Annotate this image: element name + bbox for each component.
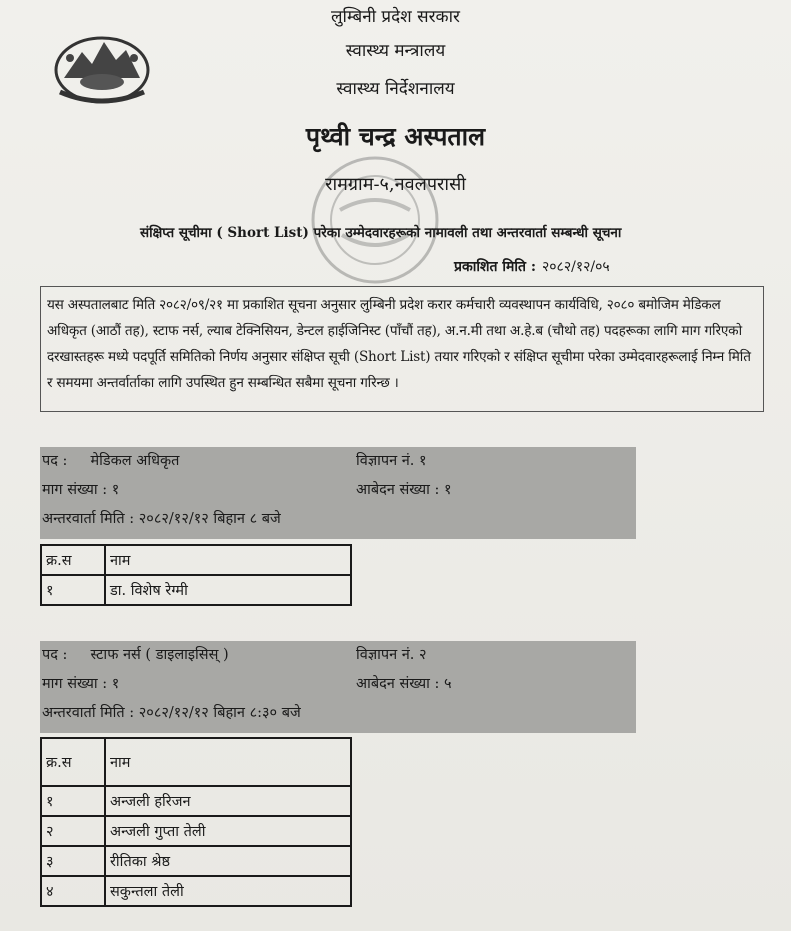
name-cell: डा. विशेष रेग्मी (105, 575, 351, 605)
name-cell: सकुन्तला तेली (105, 876, 351, 906)
notice-body: यस अस्पतालबाट मिति २०८२/०९/२१ मा प्रकाशित सूचना अनुसार लुम्बिनी प्रदेश करार कर्मचारी व्यवस्थापन कार्यविधि, २०८० बमोजिम मेडिकल अधिकृत (आठौं तह), स्टाफ नर्स, ल्याब टेक्निसियन, डेन्टल हाईजिनिस्ट (पाँचौं तह), अ.न.मी तथा अ.हे.ब (चौथो तह) पदहरूका लागि माग गरिएको दरखास्तहरू मध्ये पदपूर्ति समितिको निर्णय अनुसार संक्षिप्त सूची (Short List) तयार गरिएको र संक्षिप्त सूचीमा परेका उम्मेदवारहरूलाई निम्न मिति र समयमा अन्तर्वार्ताका लागि उपस्थित हुन सम्बन्धित सबैमा सूचना गरिन्छ । (40, 286, 764, 412)
sn-cell: १ (41, 575, 105, 605)
table-header-row (41, 738, 351, 786)
directorate-name: स्वास्थ्य निर्देशनालय (336, 79, 455, 99)
hospital-name: पृथ्वी चन्द्र अस्पताल (305, 122, 486, 151)
table-header-row (41, 545, 351, 575)
interview-date: अन्तरवार्ता मिति : २०८२/१२/१२ बिहान ८:३० बजे (42, 705, 301, 721)
published-date: २०८२/१२/०५ (542, 259, 610, 275)
post-name: स्टाफ नर्स ( डाइलाइसिस् ) (90, 647, 229, 663)
post-label: पद : स्टाफ नर्स ( डाइलाइसिस् ) (42, 647, 229, 663)
table-row (41, 876, 351, 906)
advertisement-number: विज्ञापन नं. १ (356, 453, 427, 469)
post-block-1 (40, 447, 636, 539)
sn-cell: ४ (41, 876, 105, 906)
post-label: पद : मेडिकल अधिकृत (42, 453, 180, 469)
table-row (41, 846, 351, 876)
published-label: प्रकाशित मिति : (454, 259, 536, 275)
name-header: नाम (105, 738, 351, 786)
published-date-line (454, 257, 610, 276)
sn-cell: १ (41, 786, 105, 816)
application-count: आबेदन संख्या : ५ (356, 676, 452, 692)
candidate-table-2 (40, 737, 352, 907)
office-stamp (300, 150, 450, 290)
table-row (41, 786, 351, 816)
ministry-name: स्वास्थ्य मन्त्रालय (345, 41, 446, 61)
government-name: लुम्बिनी प्रदेश सरकार (331, 7, 460, 27)
demand-count: माग संख्या : १ (42, 676, 120, 692)
post-block-2 (40, 641, 636, 733)
table-row (41, 816, 351, 846)
candidate-table-1 (40, 544, 352, 606)
sn-header: क्र.स (41, 545, 105, 575)
interview-date: अन्तरवार्ता मिति : २०८२/१२/१२ बिहान ८ बजे (42, 511, 281, 527)
name-cell: अन्जली गुप्ता तेली (105, 816, 351, 846)
demand-count: माग संख्या : १ (42, 482, 120, 498)
post-name: मेडिकल अधिकृत (90, 453, 180, 469)
sn-header: क्र.स (41, 738, 105, 786)
name-cell: अन्जली हरिजन (105, 786, 351, 816)
hospital-address: रामग्राम-५,नवलपरासी (325, 174, 466, 195)
sn-cell: ३ (41, 846, 105, 876)
notice-title: संक्षिप्त सूचीमा ( Short List) परेका उम्मेदवारहरूको नामावली तथा अन्तरवार्ता सम्बन्धी सूचना (140, 225, 622, 241)
sn-cell: २ (41, 816, 105, 846)
table-row (41, 575, 351, 605)
application-count: आबेदन संख्या : १ (356, 482, 452, 498)
advertisement-number: विज्ञापन नं. २ (356, 647, 427, 663)
name-cell: रीतिका श्रेष्ठ (105, 846, 351, 876)
name-header: नाम (105, 545, 351, 575)
